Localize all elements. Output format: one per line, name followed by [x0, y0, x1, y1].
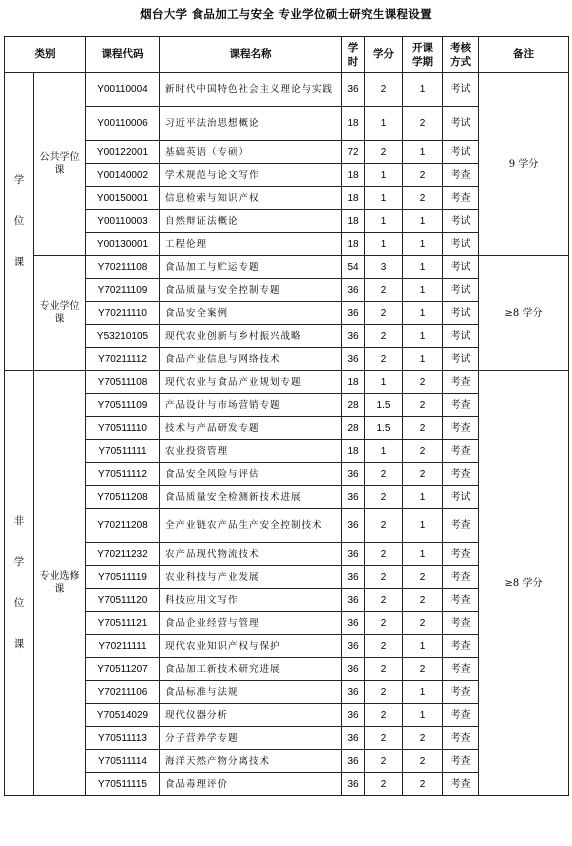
course-exam: 考试: [443, 279, 479, 302]
course-name: 科技应用文写作: [160, 589, 342, 612]
course-name: 学术规范与论文写作: [160, 164, 342, 187]
course-code: Y70511121: [86, 612, 160, 635]
course-term: 2: [403, 417, 443, 440]
course-credits: 1.5: [365, 417, 403, 440]
course-hours: 18: [342, 440, 365, 463]
group-public-line: 公共学: [39, 152, 70, 163]
course-code: Y70511207: [86, 658, 160, 681]
course-credits: 2: [365, 325, 403, 348]
course-hours: 18: [342, 210, 365, 233]
course-exam: 考查: [443, 750, 479, 773]
course-code: Y00130001: [86, 233, 160, 256]
course-exam: 考试: [443, 486, 479, 509]
header-credits: 学分: [365, 37, 403, 73]
course-code: Y00110004: [86, 73, 160, 107]
course-code: Y00150001: [86, 187, 160, 210]
course-exam: 考查: [443, 509, 479, 543]
course-term: 2: [403, 589, 443, 612]
course-exam: 考试: [443, 210, 479, 233]
header-term: [403, 37, 443, 73]
course-credits: 2: [365, 635, 403, 658]
header-term-line: 学期: [412, 55, 433, 68]
course-term: 1: [403, 73, 443, 107]
table-row: [5, 73, 569, 107]
course-credits: 2: [365, 658, 403, 681]
course-name: 食品标准与法规: [160, 681, 342, 704]
course-exam: 考查: [443, 612, 479, 635]
course-credits: 2: [365, 566, 403, 589]
course-hours: 36: [342, 73, 365, 107]
course-hours: 36: [342, 750, 365, 773]
header-hours: [342, 37, 365, 73]
section-degree-line: 位: [13, 215, 25, 227]
course-credits: 1: [365, 210, 403, 233]
course-credits: 2: [365, 279, 403, 302]
course-exam: 考试: [443, 302, 479, 325]
course-term: 1: [403, 233, 443, 256]
course-hours: 36: [342, 566, 365, 589]
course-name: 食品毒理评价: [160, 773, 342, 796]
course-credits: 2: [365, 348, 403, 371]
course-term: 2: [403, 164, 443, 187]
section-nondegree-line: 学: [13, 556, 25, 568]
course-name: 海洋天然产物分离技术: [160, 750, 342, 773]
course-credits: 1: [365, 371, 403, 394]
course-credits: 1: [365, 107, 403, 141]
header-hours-line: 时: [347, 55, 359, 68]
course-name: 现代仪器分析: [160, 704, 342, 727]
course-credits: 2: [365, 773, 403, 796]
course-code: Y70211110: [86, 302, 160, 325]
header-code: 课程代码: [86, 37, 160, 73]
course-exam: 考查: [443, 589, 479, 612]
course-code: Y70211106: [86, 681, 160, 704]
header-exam-line: 方式: [450, 55, 471, 68]
course-credits: 2: [365, 73, 403, 107]
course-code: Y00122001: [86, 141, 160, 164]
course-code: Y70211111: [86, 635, 160, 658]
course-hours: 18: [342, 187, 365, 210]
course-hours: 18: [342, 371, 365, 394]
course-code: Y70511119: [86, 566, 160, 589]
course-term: 1: [403, 704, 443, 727]
course-credits: 2: [365, 463, 403, 486]
course-table: [4, 36, 569, 796]
course-exam: 考试: [443, 348, 479, 371]
section-degree: [5, 73, 34, 371]
course-term: 1: [403, 256, 443, 279]
course-code: Y70511108: [86, 371, 160, 394]
section-nondegree-line: 非: [13, 515, 25, 527]
course-term: 1: [403, 210, 443, 233]
group-public: [34, 73, 86, 256]
course-code: Y70211108: [86, 256, 160, 279]
course-credits: 1.5: [365, 394, 403, 417]
course-credits: 2: [365, 750, 403, 773]
course-term: 2: [403, 658, 443, 681]
course-term: 2: [403, 187, 443, 210]
course-name: 新时代中国特色社会主义理论与实践: [160, 73, 342, 107]
course-term: 1: [403, 681, 443, 704]
course-credits: 2: [365, 302, 403, 325]
course-hours: 36: [342, 658, 365, 681]
course-exam: 考试: [443, 233, 479, 256]
header-term-line: 开课: [412, 41, 433, 54]
section-nondegree-line: 位: [13, 597, 25, 609]
course-exam: 考试: [443, 141, 479, 164]
course-name: 农业科技与产业发展: [160, 566, 342, 589]
note-major: ≥8 学分: [479, 256, 569, 371]
course-exam: 考试: [443, 325, 479, 348]
course-hours: 36: [342, 773, 365, 796]
note-elective: ≥8 学分: [479, 371, 569, 796]
course-name: 食品加工新技术研究进展: [160, 658, 342, 681]
course-hours: 28: [342, 417, 365, 440]
course-credits: 1: [365, 440, 403, 463]
course-term: 2: [403, 107, 443, 141]
header-hours-line: 学: [347, 41, 359, 54]
course-term: 1: [403, 543, 443, 566]
course-exam: 考查: [443, 543, 479, 566]
course-name: 食品企业经营与管理: [160, 612, 342, 635]
course-exam: 考查: [443, 371, 479, 394]
course-hours: 36: [342, 727, 365, 750]
course-code: Y70211208: [86, 509, 160, 543]
course-hours: 36: [342, 279, 365, 302]
course-name: 现代农业知识产权与保护: [160, 635, 342, 658]
course-credits: 2: [365, 727, 403, 750]
course-code: Y70511114: [86, 750, 160, 773]
course-term: 2: [403, 394, 443, 417]
course-hours: 36: [342, 325, 365, 348]
course-name: 基础英语（专硕）: [160, 141, 342, 164]
course-code: Y70511111: [86, 440, 160, 463]
course-hours: 36: [342, 704, 365, 727]
course-code: Y70511110: [86, 417, 160, 440]
course-exam: 考查: [443, 773, 479, 796]
course-term: 1: [403, 279, 443, 302]
course-code: Y70511115: [86, 773, 160, 796]
course-term: 2: [403, 566, 443, 589]
header-row: [5, 37, 569, 73]
course-term: 2: [403, 612, 443, 635]
course-exam: 考查: [443, 187, 479, 210]
course-code: Y00110006: [86, 107, 160, 141]
course-exam: 考查: [443, 727, 479, 750]
course-credits: 2: [365, 681, 403, 704]
course-name: 信息检索与知识产权: [160, 187, 342, 210]
course-hours: 54: [342, 256, 365, 279]
course-hours: 36: [342, 589, 365, 612]
course-term: 2: [403, 773, 443, 796]
header-category: 类别: [5, 37, 86, 73]
course-credits: 2: [365, 486, 403, 509]
course-credits: 2: [365, 543, 403, 566]
course-credits: 1: [365, 164, 403, 187]
course-hours: 36: [342, 486, 365, 509]
course-code: Y53210105: [86, 325, 160, 348]
course-code: Y00110003: [86, 210, 160, 233]
course-code: Y70511109: [86, 394, 160, 417]
course-name: 现代农业与食品产业规划专题: [160, 371, 342, 394]
course-credits: 2: [365, 509, 403, 543]
course-exam: 考查: [443, 440, 479, 463]
course-name: 习近平法治思想概论: [160, 107, 342, 141]
course-name: 食品产业信息与网络技术: [160, 348, 342, 371]
course-term: 2: [403, 750, 443, 773]
course-code: Y70511120: [86, 589, 160, 612]
course-name: 自然辩证法概论: [160, 210, 342, 233]
course-term: 1: [403, 302, 443, 325]
course-hours: 72: [342, 141, 365, 164]
course-exam: 考查: [443, 704, 479, 727]
group-elective-line: 专业选: [39, 571, 70, 582]
section-degree-line: 学: [13, 174, 25, 186]
course-term: 1: [403, 325, 443, 348]
group-elective: [34, 371, 86, 796]
course-exam: 考试: [443, 256, 479, 279]
header-note: 备注: [479, 37, 569, 73]
course-name: 技术与产品研发专题: [160, 417, 342, 440]
course-term: 1: [403, 348, 443, 371]
course-name: 农业投资管理: [160, 440, 342, 463]
course-name: 工程伦理: [160, 233, 342, 256]
course-credits: 2: [365, 704, 403, 727]
course-name: 食品质量与安全控制专题: [160, 279, 342, 302]
course-code: Y70211109: [86, 279, 160, 302]
course-term: 1: [403, 141, 443, 164]
course-credits: 2: [365, 589, 403, 612]
course-name: 食品质量安全检测新技术进展: [160, 486, 342, 509]
course-exam: 考查: [443, 681, 479, 704]
group-public-line: 位课: [54, 152, 80, 176]
course-term: 2: [403, 727, 443, 750]
course-code: Y70211112: [86, 348, 160, 371]
section-nondegree: [5, 371, 34, 796]
course-exam: 考查: [443, 463, 479, 486]
course-hours: 36: [342, 463, 365, 486]
course-exam: 考试: [443, 107, 479, 141]
course-term: 1: [403, 509, 443, 543]
table-row: [5, 256, 569, 279]
course-exam: 考查: [443, 164, 479, 187]
course-hours: 36: [342, 509, 365, 543]
course-term: 1: [403, 486, 443, 509]
note-public: 9 学分: [479, 73, 569, 256]
course-exam: 考查: [443, 394, 479, 417]
course-exam: 考查: [443, 417, 479, 440]
course-hours: 36: [342, 543, 365, 566]
course-code: Y70511208: [86, 486, 160, 509]
table-row: [5, 371, 569, 394]
section-nondegree-line: 课: [13, 638, 25, 650]
course-hours: 18: [342, 233, 365, 256]
course-exam: 考查: [443, 566, 479, 589]
course-term: 2: [403, 440, 443, 463]
course-code: Y70511112: [86, 463, 160, 486]
course-name: 食品安全风险与评估: [160, 463, 342, 486]
course-name: 分子营养学专题: [160, 727, 342, 750]
course-code: Y70514029: [86, 704, 160, 727]
course-name: 产品设计与市场营销专题: [160, 394, 342, 417]
group-major-line: 位课: [54, 301, 80, 325]
course-hours: 28: [342, 394, 365, 417]
course-hours: 36: [342, 612, 365, 635]
course-hours: 36: [342, 681, 365, 704]
course-name: 现代农业创新与乡村振兴战略: [160, 325, 342, 348]
course-code: Y00140002: [86, 164, 160, 187]
course-exam: 考查: [443, 658, 479, 681]
course-name: 全产业链农产品生产安全控制技术: [160, 509, 342, 543]
course-credits: 1: [365, 187, 403, 210]
course-name: 食品加工与贮运专题: [160, 256, 342, 279]
course-code: Y70511113: [86, 727, 160, 750]
course-term: 1: [403, 635, 443, 658]
group-elective-line: 修课: [54, 571, 80, 595]
course-credits: 2: [365, 612, 403, 635]
course-hours: 18: [342, 107, 365, 141]
course-hours: 36: [342, 635, 365, 658]
section-degree-line: 课: [13, 256, 25, 268]
course-credits: 2: [365, 141, 403, 164]
course-name: 农产品现代物流技术: [160, 543, 342, 566]
course-exam: 考试: [443, 73, 479, 107]
group-major: [34, 256, 86, 371]
header-exam: [443, 37, 479, 73]
course-credits: 1: [365, 233, 403, 256]
course-hours: 36: [342, 302, 365, 325]
document-title: 烟台大学 食品加工与安全 专业学位硕士研究生课程设置: [140, 7, 432, 21]
group-major-line: 专业学: [39, 301, 70, 312]
course-exam: 考查: [443, 635, 479, 658]
course-hours: 36: [342, 348, 365, 371]
course-hours: 18: [342, 164, 365, 187]
course-term: 2: [403, 463, 443, 486]
header-exam-line: 考核: [450, 41, 471, 54]
course-term: 2: [403, 371, 443, 394]
course-code: Y70211232: [86, 543, 160, 566]
header-name: 课程名称: [160, 37, 342, 73]
course-credits: 3: [365, 256, 403, 279]
course-name: 食品安全案例: [160, 302, 342, 325]
